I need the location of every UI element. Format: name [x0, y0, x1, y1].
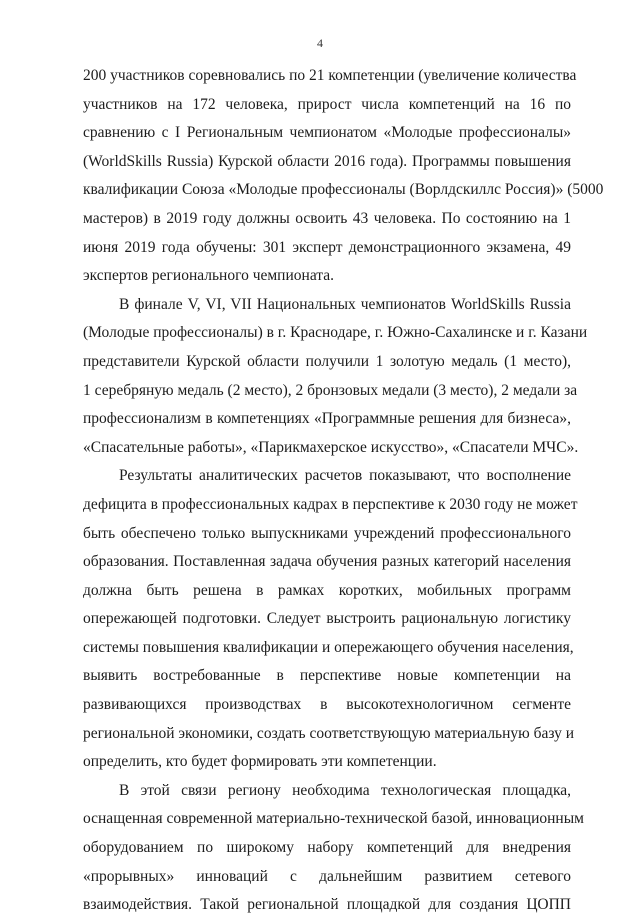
text-line: участников на 172 человека, прирост числа компетенций на 16 по [83, 95, 571, 113]
paragraph-4 [83, 777, 584, 920]
text-line: июня 2019 года обучены: 301 эксперт демонстрационного экзамена, 49 [83, 238, 571, 256]
text-line: должна быть решена в рамках коротких, мобильных программ [83, 581, 571, 599]
text-line: В этой связи региону необходима технологическая площадка, [119, 781, 571, 799]
text-line: взаимодействия. Такой региональной площадкой для создания ЦОПП [83, 896, 571, 914]
text-line: сравнению с I Региональным чемпионатом «Молодые профессионалы» [83, 124, 571, 142]
paragraph-2 [83, 291, 588, 463]
text-line: представители Курской области получили 1 золотую медаль (1 место), [83, 352, 571, 370]
text-line: выявить востребованные в перспективе новые компетенции на [83, 667, 571, 685]
text-line: «Спасательные работы», «Парикмахерское искусство», «Спасатели МЧС». [83, 438, 579, 456]
text-line: квалификации Союза «Молодые профессионалы (Ворлдскиллс Россия)» (5000 [83, 181, 604, 199]
text-line: 200 участников соревновались по 21 компетенции (увеличение количества [83, 67, 577, 84]
page-number: 4 [317, 36, 323, 50]
paragraph-1 [83, 62, 604, 291]
text-line: оснащенная современной материально-технической базой, инновационным [83, 810, 584, 828]
text-line: региональной экономики, создать соответствующую материальную базу и [83, 724, 575, 742]
text-line: оборудованием по широкому набору компетенций для внедрения [83, 839, 571, 857]
paragraph-3 [83, 462, 578, 777]
text-line: 1 серебряную медаль (2 место), 2 бронзовых медали (3 место), 2 медали за [83, 381, 578, 399]
text-line: В финале V, VI, VII Национальных чемпионатов WorldSkills Russia [119, 295, 571, 313]
document-body [83, 62, 604, 920]
text-line: мастеров) в 2019 году должны освоить 43 человека. По состоянию на 1 [83, 209, 571, 227]
text-line: «прорывных» инноваций с дальнейшим развитием сетевого [83, 867, 571, 885]
text-line: Результаты аналитических расчетов показывают, что восполнение [119, 467, 571, 485]
text-line: (Молодые профессионалы) в г. Краснодаре, г. Южно-Сахалинске и г. Казани [83, 324, 588, 342]
text-line: образования. Поставленная задача обучения разных категорий населения [83, 553, 571, 571]
text-line: быть обеспечено только выпускниками учреждений профессионального [83, 524, 571, 542]
text-line: экспертов регионального чемпионата. [83, 267, 335, 285]
text-line: (WorldSkills Russia) Курской области 2016 года). Программы повышения [83, 152, 571, 170]
text-line: развивающихся производствах в высокотехнологичном сегменте [83, 696, 571, 714]
text-line: определить, кто будет формировать эти компетенции. [83, 753, 437, 771]
text-line: системы повышения квалификации и опережающего обучения населения, [83, 638, 574, 656]
text-line: опережающей подготовки. Следует выстроить рациональную логистику [83, 610, 571, 628]
text-line: дефицита в профессиональных кадрах в перспективе к 2030 году не может [83, 495, 578, 513]
text-line: профессионализм в компетенциях «Программные решения для бизнеса», [83, 410, 571, 428]
